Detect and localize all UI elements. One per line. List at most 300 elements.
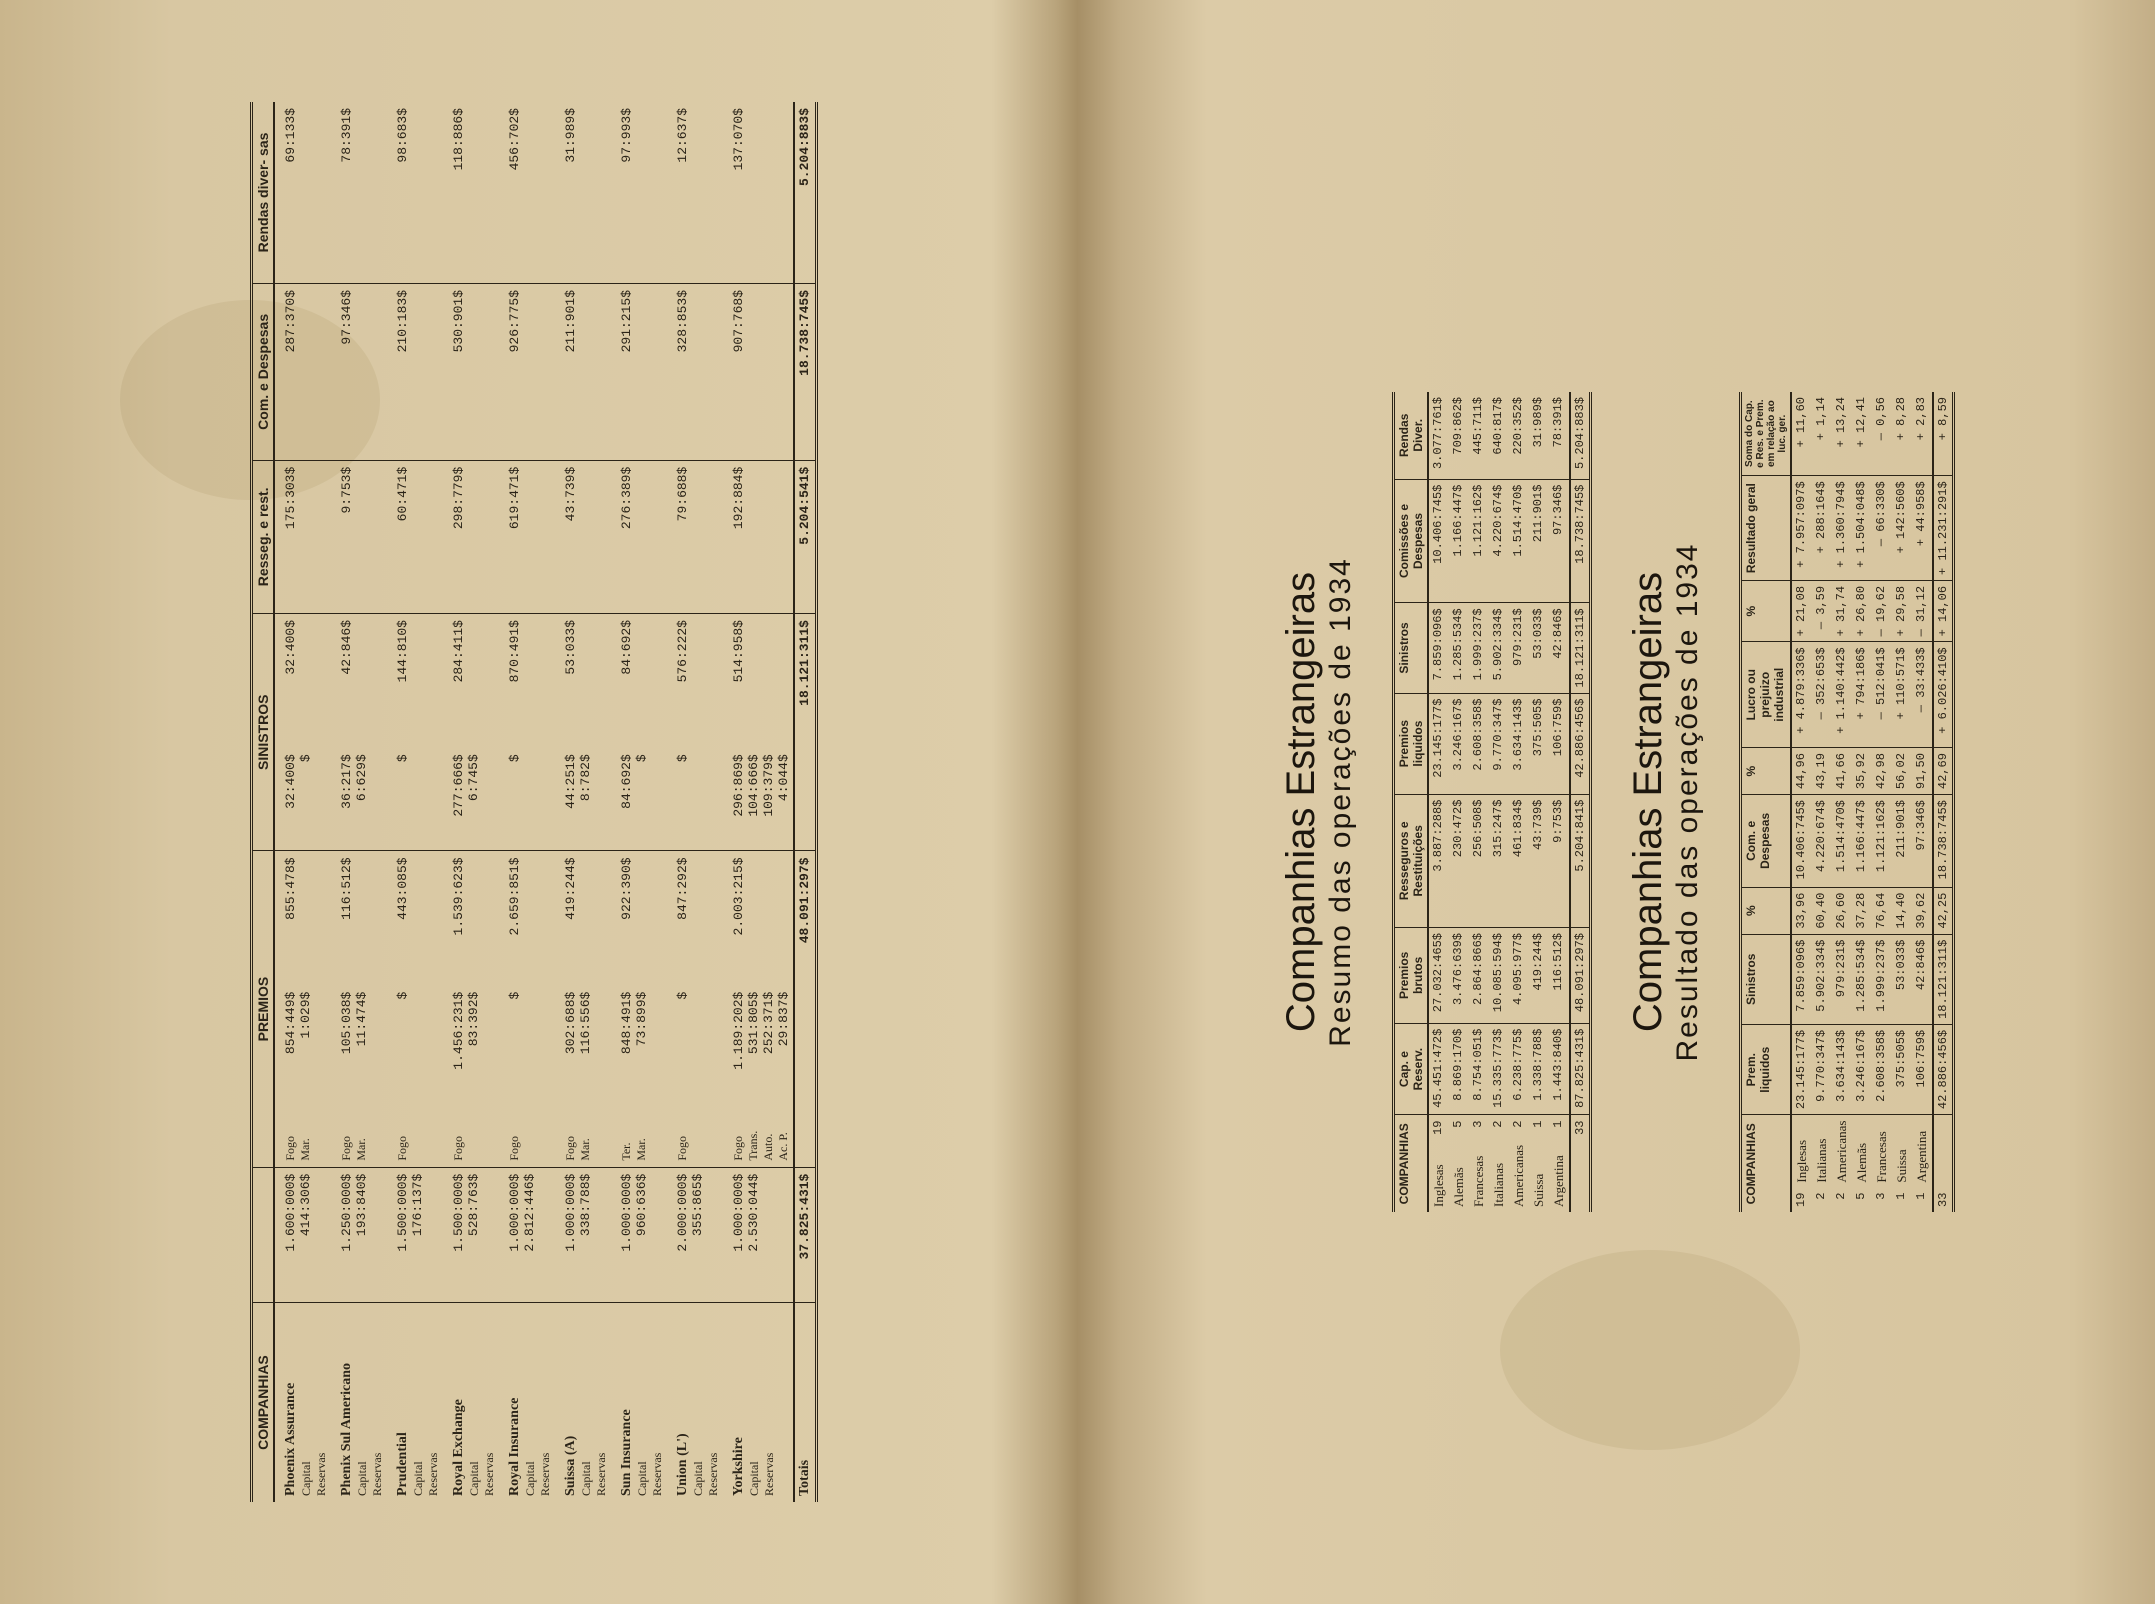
sinistro-parts-cell <box>499 748 555 851</box>
resultado-company: Suissa <box>1893 1149 1909 1183</box>
ramo-label: Mar. <box>634 1138 648 1161</box>
rendas-value: 78:391$ <box>331 102 387 283</box>
premio-total: 116:512$ <box>339 857 354 920</box>
premio-value: 302:688$ <box>563 991 578 1055</box>
totals-row <box>794 102 817 1502</box>
company-cell <box>331 1303 387 1502</box>
resseg-value: 619:471$ <box>499 460 555 613</box>
resumo-sin: 5.902:334$ <box>1489 603 1509 693</box>
sinistro-value: 296:869$ <box>731 754 746 817</box>
resultado-soma: + 2,83 <box>1912 392 1933 476</box>
com-value: 907:768$ <box>723 283 794 460</box>
resultado-p1: 14,40 <box>1892 887 1912 934</box>
resultado-row <box>1852 392 1872 1212</box>
reservas-value: 2.812:446$ <box>522 1173 537 1252</box>
resumo-header: Cap. e Reserv. <box>1393 1023 1428 1115</box>
company-row <box>723 102 794 1502</box>
resumo-cap: 45.451:472$ <box>1428 1023 1449 1115</box>
sinistro-total: 144:810$ <box>395 620 410 683</box>
resultado-com: 1.121:162$ <box>1872 795 1892 888</box>
resultado-total-lucro: + 6.026:410$ <box>1933 642 1954 748</box>
resumo-count: 5 <box>1450 1120 1465 1128</box>
sinistro-parts-cell <box>443 748 499 851</box>
resultado-row <box>1912 392 1933 1212</box>
reservas-value: 338:788$ <box>578 1173 593 1237</box>
resumo-sin: 42:846$ <box>1549 603 1570 693</box>
resumo-liq: 23.145:177$ <box>1428 693 1449 794</box>
resultado-total-sin: 18.121:311$ <box>1933 934 1954 1024</box>
rendas-value: 97:993$ <box>611 102 667 283</box>
resumo-row <box>1489 392 1509 1212</box>
resultado-p2: 91,50 <box>1912 748 1933 795</box>
rendas-value: 118:886$ <box>443 102 499 283</box>
sinistro-value: $ <box>298 754 313 763</box>
capital-label: Capital <box>523 1461 537 1496</box>
resumo-rendas: 640:817$ <box>1489 392 1509 479</box>
capital-reservas-cell <box>331 1167 387 1302</box>
company-name: Phoenix Assurance <box>283 1382 298 1496</box>
resultado-res: — 66:330$ <box>1872 476 1892 581</box>
premio-total: 2.003:215$ <box>731 857 746 936</box>
premio-total: 443:085$ <box>395 857 410 920</box>
resultado-row <box>1872 392 1892 1212</box>
resumo-total-sin: 18.121:311$ <box>1570 603 1591 693</box>
sinistro-value: 109:379$ <box>761 754 776 817</box>
premio-total: 922:390$ <box>619 857 634 920</box>
capital-reservas-cell <box>723 1167 794 1302</box>
resultado-count: 1 <box>1913 1192 1928 1200</box>
resultado-count: 3 <box>1873 1192 1888 1200</box>
sinistro-value: $ <box>507 754 522 763</box>
com-value: 97:346$ <box>331 283 387 460</box>
resultado-liq: 375:505$ <box>1892 1024 1912 1115</box>
resumo-total-liq: 42.886:456$ <box>1570 693 1591 794</box>
resultado-p3: — 19,62 <box>1872 580 1892 641</box>
resumo-company: Argentina <box>1550 1155 1566 1207</box>
resumo-resseg: 230:472$ <box>1449 794 1469 927</box>
sinistro-value: 277:666$ <box>451 754 466 817</box>
resumo-company: Francesas <box>1470 1155 1486 1207</box>
resumo-resseg: 3.887:288$ <box>1428 794 1449 927</box>
resultado-lucro: + 794:186$ <box>1852 642 1872 748</box>
col-sinistros: SINISTROS <box>252 614 275 851</box>
resultado-row <box>1812 392 1832 1212</box>
resumo-rendas: 220:352$ <box>1509 392 1529 479</box>
resultado-count: 2 <box>1813 1192 1828 1200</box>
resultado-sin: 1.285:534$ <box>1852 934 1872 1024</box>
resultado-body <box>1791 392 1954 1212</box>
resultado-com: 10.406:745$ <box>1791 795 1812 888</box>
company-cell <box>274 1303 331 1502</box>
resumo-count: 1 <box>1550 1120 1565 1128</box>
rendas-value: 137:070$ <box>723 102 794 283</box>
rendas-value: 456:702$ <box>499 102 555 283</box>
resultado-p1: 33,96 <box>1791 887 1812 934</box>
resultado-res: + 7.957:097$ <box>1791 476 1812 581</box>
resumo-bruto: 3.476:639$ <box>1449 928 1469 1024</box>
sinistro-total: 53:033$ <box>563 620 578 675</box>
right-rotated-content <box>1279 392 1955 1212</box>
capital-value: 1.600:000$ <box>283 1173 298 1252</box>
resultado-table <box>1739 392 1955 1212</box>
ramo-label: Fogo <box>339 1135 353 1161</box>
resumo-row <box>1469 392 1489 1212</box>
resultado-sin: 5.902:334$ <box>1812 934 1832 1024</box>
resultado-lucro: + 4.879:336$ <box>1791 642 1812 748</box>
resultado-total-liq: 42.886:456$ <box>1933 1024 1954 1115</box>
company-cell <box>723 1303 794 1502</box>
sinistro-parts-cell <box>387 748 443 851</box>
sinistro-parts-cell <box>667 748 723 851</box>
sinistro-parts-cell <box>274 748 331 851</box>
reservas-label: Reservas <box>482 1452 496 1496</box>
resumo-total-bruto: 48.091:297$ <box>1570 928 1591 1024</box>
com-value: 211:901$ <box>555 283 611 460</box>
resultado-lucro: + 110:571$ <box>1892 642 1912 748</box>
rendas-value: 98:683$ <box>387 102 443 283</box>
resultado-p3: — 3,59 <box>1812 580 1832 641</box>
capital-value: 1.500:000$ <box>451 1173 466 1252</box>
resseg-value: 9:753$ <box>331 460 387 613</box>
sinistro-parts-cell <box>331 748 387 851</box>
rendas-value: 69:133$ <box>274 102 331 283</box>
resumo-row <box>1428 392 1449 1212</box>
capital-value: 1.500:000$ <box>395 1173 410 1252</box>
resumo-header-row <box>1393 392 1428 1212</box>
company-row <box>331 102 387 1502</box>
resultado-liq: 106:759$ <box>1912 1024 1933 1115</box>
company-name: Union (L') <box>675 1433 690 1496</box>
resumo-header: Premios brutos <box>1393 928 1428 1024</box>
resultado-soma: + 11,60 <box>1791 392 1812 476</box>
resultado-count: 19 <box>1793 1192 1808 1207</box>
capital-value: 1.000:000$ <box>563 1173 578 1252</box>
company-row <box>443 102 499 1502</box>
resultado-res: + 1.504:048$ <box>1852 476 1872 581</box>
resseg-value: 175:303$ <box>274 460 331 613</box>
resultado-subtitle: Resultado das operações de 1934 <box>1670 542 1704 1062</box>
capital-reservas-cell <box>555 1167 611 1302</box>
resumo-bruto: 116:512$ <box>1549 928 1570 1024</box>
resultado-soma: + 1,14 <box>1812 392 1832 476</box>
companies-detail-body <box>274 102 794 1502</box>
resumo-com: 1.166:447$ <box>1449 479 1469 603</box>
premio-parts-cell <box>667 986 723 1109</box>
reservas-value: 414:306$ <box>298 1173 313 1237</box>
resumo-total-cap: 87.825:431$ <box>1570 1023 1591 1115</box>
reservas-label: Reservas <box>650 1452 664 1496</box>
resultado-com: 4.220:674$ <box>1812 795 1832 888</box>
resumo-count: 1 <box>1530 1120 1545 1128</box>
resumo-cap: 6.238:775$ <box>1509 1023 1529 1115</box>
resultado-lucro: — 33:433$ <box>1912 642 1933 748</box>
resumo-rendas: 3.077:761$ <box>1428 392 1449 479</box>
capital-reservas-cell <box>443 1167 499 1302</box>
resultado-count: 2 <box>1833 1192 1848 1200</box>
sinistro-total: 32:400$ <box>283 620 298 675</box>
resseg-value: 43:739$ <box>555 460 611 613</box>
resultado-res: + 142:560$ <box>1892 476 1912 581</box>
sinistro-total: 284:411$ <box>451 620 466 683</box>
reservas-value: 2.530:044$ <box>746 1173 761 1252</box>
resultado-lucro: — 512:041$ <box>1872 642 1892 748</box>
company-row <box>611 102 667 1502</box>
resultado-sin: 979:231$ <box>1832 934 1852 1024</box>
resultado-p1: 76,64 <box>1872 887 1892 934</box>
resumo-resseg: 461:834$ <box>1509 794 1529 927</box>
ramo-cell <box>499 1109 555 1167</box>
total-sinistros: 18.121:311$ <box>794 614 817 749</box>
ramo-label: Fogo <box>395 1135 409 1161</box>
resultado-liq: 23.145:177$ <box>1791 1024 1812 1115</box>
resumo-cap: 8.754:051$ <box>1469 1023 1489 1115</box>
resultado-p1: 26,60 <box>1832 887 1852 934</box>
resumo-title-block <box>1279 557 1358 1047</box>
resultado-soma: + 13,24 <box>1832 392 1852 476</box>
ramo-label: Ter. <box>619 1142 633 1161</box>
resultado-total-count: 33 <box>1933 1188 1954 1212</box>
resultado-lucro: + 1.140:442$ <box>1832 642 1852 748</box>
sinistro-value: $ <box>675 754 690 763</box>
reservas-label: Reservas <box>706 1452 720 1496</box>
capital-label: Capital <box>579 1461 593 1496</box>
premio-parts-cell <box>331 986 387 1109</box>
company-cell <box>611 1303 667 1502</box>
premio-value: 29:837$ <box>776 991 791 1047</box>
ramo-cell <box>274 1109 331 1167</box>
resultado-p3: — 31,12 <box>1912 580 1933 641</box>
ramo-label: Fogo <box>451 1135 465 1161</box>
premio-value: 252:371$ <box>761 991 776 1055</box>
resumo-com: 4.220:674$ <box>1489 479 1509 603</box>
resumo-title: Companhias Estrangeiras <box>1278 571 1323 1033</box>
resumo-liq: 2.608:358$ <box>1469 693 1489 794</box>
capital-label: Capital <box>299 1461 313 1496</box>
premio-value: 73:899$ <box>634 991 649 1047</box>
premio-value: $ <box>675 991 690 1000</box>
resultado-p3: + 31,74 <box>1832 580 1852 641</box>
right-page <box>1078 0 2155 1604</box>
resumo-liq: 3.634:143$ <box>1509 693 1529 794</box>
resumo-company: Americanas <box>1510 1144 1526 1207</box>
resumo-header: Resseguros e Restituições <box>1393 794 1428 927</box>
resultado-count: 1 <box>1893 1192 1908 1200</box>
premio-total: 1.539:623$ <box>451 857 466 936</box>
resumo-subtitle: Resumo das operações de 1934 <box>1323 557 1357 1047</box>
total-rendas: 5.204:883$ <box>794 102 817 283</box>
resultado-total-soma: + 8,59 <box>1933 392 1954 476</box>
resseg-value: 298:779$ <box>443 460 499 613</box>
resultado-total-p3: + 14,06 <box>1933 580 1954 641</box>
resseg-value: 276:389$ <box>611 460 667 613</box>
ramo-label: Mar. <box>578 1138 592 1161</box>
ramo-label: Fogo <box>675 1135 689 1161</box>
company-cell <box>387 1303 443 1502</box>
resultado-header: Lucro ou prejuizo industrial <box>1740 642 1791 748</box>
reservas-value: 960:636$ <box>634 1173 649 1237</box>
resumo-body <box>1428 392 1591 1212</box>
company-row <box>667 102 723 1502</box>
resumo-sin: 979:231$ <box>1509 603 1529 693</box>
resumo-row <box>1449 392 1469 1212</box>
resultado-p2: 56,02 <box>1892 748 1912 795</box>
resumo-row <box>1529 392 1549 1212</box>
total-com: 18.738:745$ <box>794 283 817 460</box>
ramo-label: Mar. <box>298 1138 312 1161</box>
resumo-company: Italianas <box>1490 1162 1506 1207</box>
sinistro-total: 870:491$ <box>507 620 522 683</box>
resumo-header: COMPANHIAS <box>1393 1115 1428 1212</box>
resumo-sin: 1.285:534$ <box>1449 603 1469 693</box>
company-name: Prudential <box>395 1432 410 1496</box>
resumo-company: Inglesas <box>1430 1164 1446 1207</box>
sinistro-total: 576:222$ <box>675 620 690 683</box>
resultado-company: Italianas <box>1813 1138 1829 1183</box>
resumo-sin: 1.999:237$ <box>1469 603 1489 693</box>
resultado-header: Sinistros <box>1740 934 1791 1024</box>
resumo-count: 3 <box>1470 1120 1485 1128</box>
com-value: 291:215$ <box>611 283 667 460</box>
com-value: 328:853$ <box>667 283 723 460</box>
ramo-cell <box>555 1109 611 1167</box>
col-companhias: COMPANHIAS <box>252 1303 275 1502</box>
resumo-row <box>1549 392 1570 1212</box>
resumo-liq: 9.770:347$ <box>1489 693 1509 794</box>
resumo-rendas: 709:862$ <box>1449 392 1469 479</box>
sinistro-parts-cell <box>611 748 667 851</box>
left-rotated-content <box>250 102 818 1502</box>
capital-label: Capital <box>635 1461 649 1496</box>
resultado-company: Alemãs <box>1853 1142 1869 1183</box>
com-value: 530:901$ <box>443 283 499 460</box>
premio-total: 847:292$ <box>675 857 690 920</box>
premio-parts-cell <box>387 986 443 1109</box>
resultado-p2: 43,19 <box>1812 748 1832 795</box>
resultado-header-row <box>1740 392 1791 1212</box>
resultado-total-res: + 11.231:291$ <box>1933 476 1954 581</box>
resultado-header: Prem. liquidos <box>1740 1024 1791 1115</box>
ramo-cell <box>331 1109 387 1167</box>
capital-value: 1.000:000$ <box>619 1173 634 1252</box>
resultado-p2: 44,96 <box>1791 748 1812 795</box>
resultado-title: Companhias Estrangeiras <box>1625 571 1670 1033</box>
resseg-value: 192:884$ <box>723 460 794 613</box>
rendas-value: 31:989$ <box>555 102 611 283</box>
sinistro-value: 44:251$ <box>563 754 578 809</box>
capital-label: Capital <box>691 1461 705 1496</box>
ramo-label: Fogo <box>507 1135 521 1161</box>
resumo-cap: 8.869:170$ <box>1449 1023 1469 1115</box>
reservas-value: 355:865$ <box>690 1173 705 1237</box>
company-row <box>499 102 555 1502</box>
company-name: Suissa (A) <box>563 1435 578 1496</box>
resultado-p1: 39,62 <box>1912 887 1933 934</box>
resultado-total-row <box>1933 392 1954 1212</box>
resumo-liq: 3.246:167$ <box>1449 693 1469 794</box>
resumo-company: Alemãs <box>1450 1167 1466 1207</box>
resultado-p3: + 29,58 <box>1892 580 1912 641</box>
sinistro-value: 104:666$ <box>746 754 761 817</box>
resumo-bruto: 2.864:866$ <box>1469 928 1489 1024</box>
resumo-cap: 1.443:840$ <box>1549 1023 1570 1115</box>
ramo-cell <box>667 1109 723 1167</box>
sinistro-value: 36:217$ <box>339 754 354 809</box>
resultado-p3: + 21,08 <box>1791 580 1812 641</box>
rendas-value: 12:637$ <box>667 102 723 283</box>
resultado-total-p1: 42,25 <box>1933 887 1954 934</box>
premio-parts-cell <box>443 986 499 1109</box>
ramo-label: Trans. <box>746 1130 760 1161</box>
resultado-liq: 3.634:143$ <box>1832 1024 1852 1115</box>
premio-parts-cell <box>274 986 331 1109</box>
resultado-company: Argentina <box>1913 1130 1929 1183</box>
ramo-cell <box>611 1109 667 1167</box>
company-cell <box>443 1303 499 1502</box>
resumo-bruto: 419:244$ <box>1529 928 1549 1024</box>
resultado-com: 211:901$ <box>1892 795 1912 888</box>
resumo-company: Suissa <box>1530 1173 1546 1207</box>
company-row <box>555 102 611 1502</box>
resumo-table <box>1392 392 1592 1212</box>
resultado-liq: 2.608:358$ <box>1872 1024 1892 1115</box>
premio-total: 855:478$ <box>283 857 298 920</box>
col-premios: PREMIOS <box>252 851 275 1167</box>
resumo-sin: 7.859:096$ <box>1428 603 1449 693</box>
sinistro-value: $ <box>395 754 410 763</box>
ramo-label: Fogo <box>731 1135 745 1161</box>
resultado-sin: 42:846$ <box>1912 934 1933 1024</box>
resumo-com: 97:346$ <box>1549 479 1570 603</box>
sinistro-total: 514:958$ <box>731 620 746 683</box>
capital-value: 1.250:000$ <box>339 1173 354 1252</box>
reservas-label: Reservas <box>762 1452 776 1496</box>
resultado-com: 1.514:470$ <box>1832 795 1852 888</box>
com-value: 926:775$ <box>499 283 555 460</box>
resumo-total-count: 33 <box>1570 1115 1591 1140</box>
company-name: Yorkshire <box>731 1437 746 1496</box>
resumo-resseg: 315:247$ <box>1489 794 1509 927</box>
capital-label: Capital <box>467 1461 481 1496</box>
ramo-label: Auto. <box>761 1133 775 1161</box>
premio-value: 105:038$ <box>339 991 354 1055</box>
premio-parts-cell <box>611 986 667 1109</box>
premio-value: 11:474$ <box>354 991 369 1047</box>
resultado-com: 1.166:447$ <box>1852 795 1872 888</box>
resumo-cap: 15.335:773$ <box>1489 1023 1509 1115</box>
resumo-header: Premios liquidos <box>1393 693 1428 794</box>
resumo-cap: 1.338:788$ <box>1529 1023 1549 1115</box>
capital-reservas-cell <box>667 1167 723 1302</box>
company-cell <box>499 1303 555 1502</box>
resumo-liq: 375:505$ <box>1529 693 1549 794</box>
com-value: 210:183$ <box>387 283 443 460</box>
resumo-count: 2 <box>1510 1120 1525 1128</box>
resumo-header: Comissões e Despesas <box>1393 479 1428 603</box>
capital-reservas-cell <box>387 1167 443 1302</box>
company-cell <box>667 1303 723 1502</box>
col-rendas: Rendas diver- sas <box>252 102 275 283</box>
resultado-res: + 1.360:794$ <box>1832 476 1852 581</box>
reservas-value: 193:840$ <box>354 1173 369 1237</box>
sinistro-value: 32:400$ <box>283 754 298 809</box>
com-value: 287:370$ <box>274 283 331 460</box>
premio-value: $ <box>507 991 522 1000</box>
capital-value: 1.000:000$ <box>507 1173 522 1252</box>
resultado-res: + 288:164$ <box>1812 476 1832 581</box>
sinistro-value: 6:629$ <box>354 754 369 802</box>
resultado-soma: + 12,41 <box>1852 392 1872 476</box>
totais-label: Totais <box>794 1303 817 1502</box>
